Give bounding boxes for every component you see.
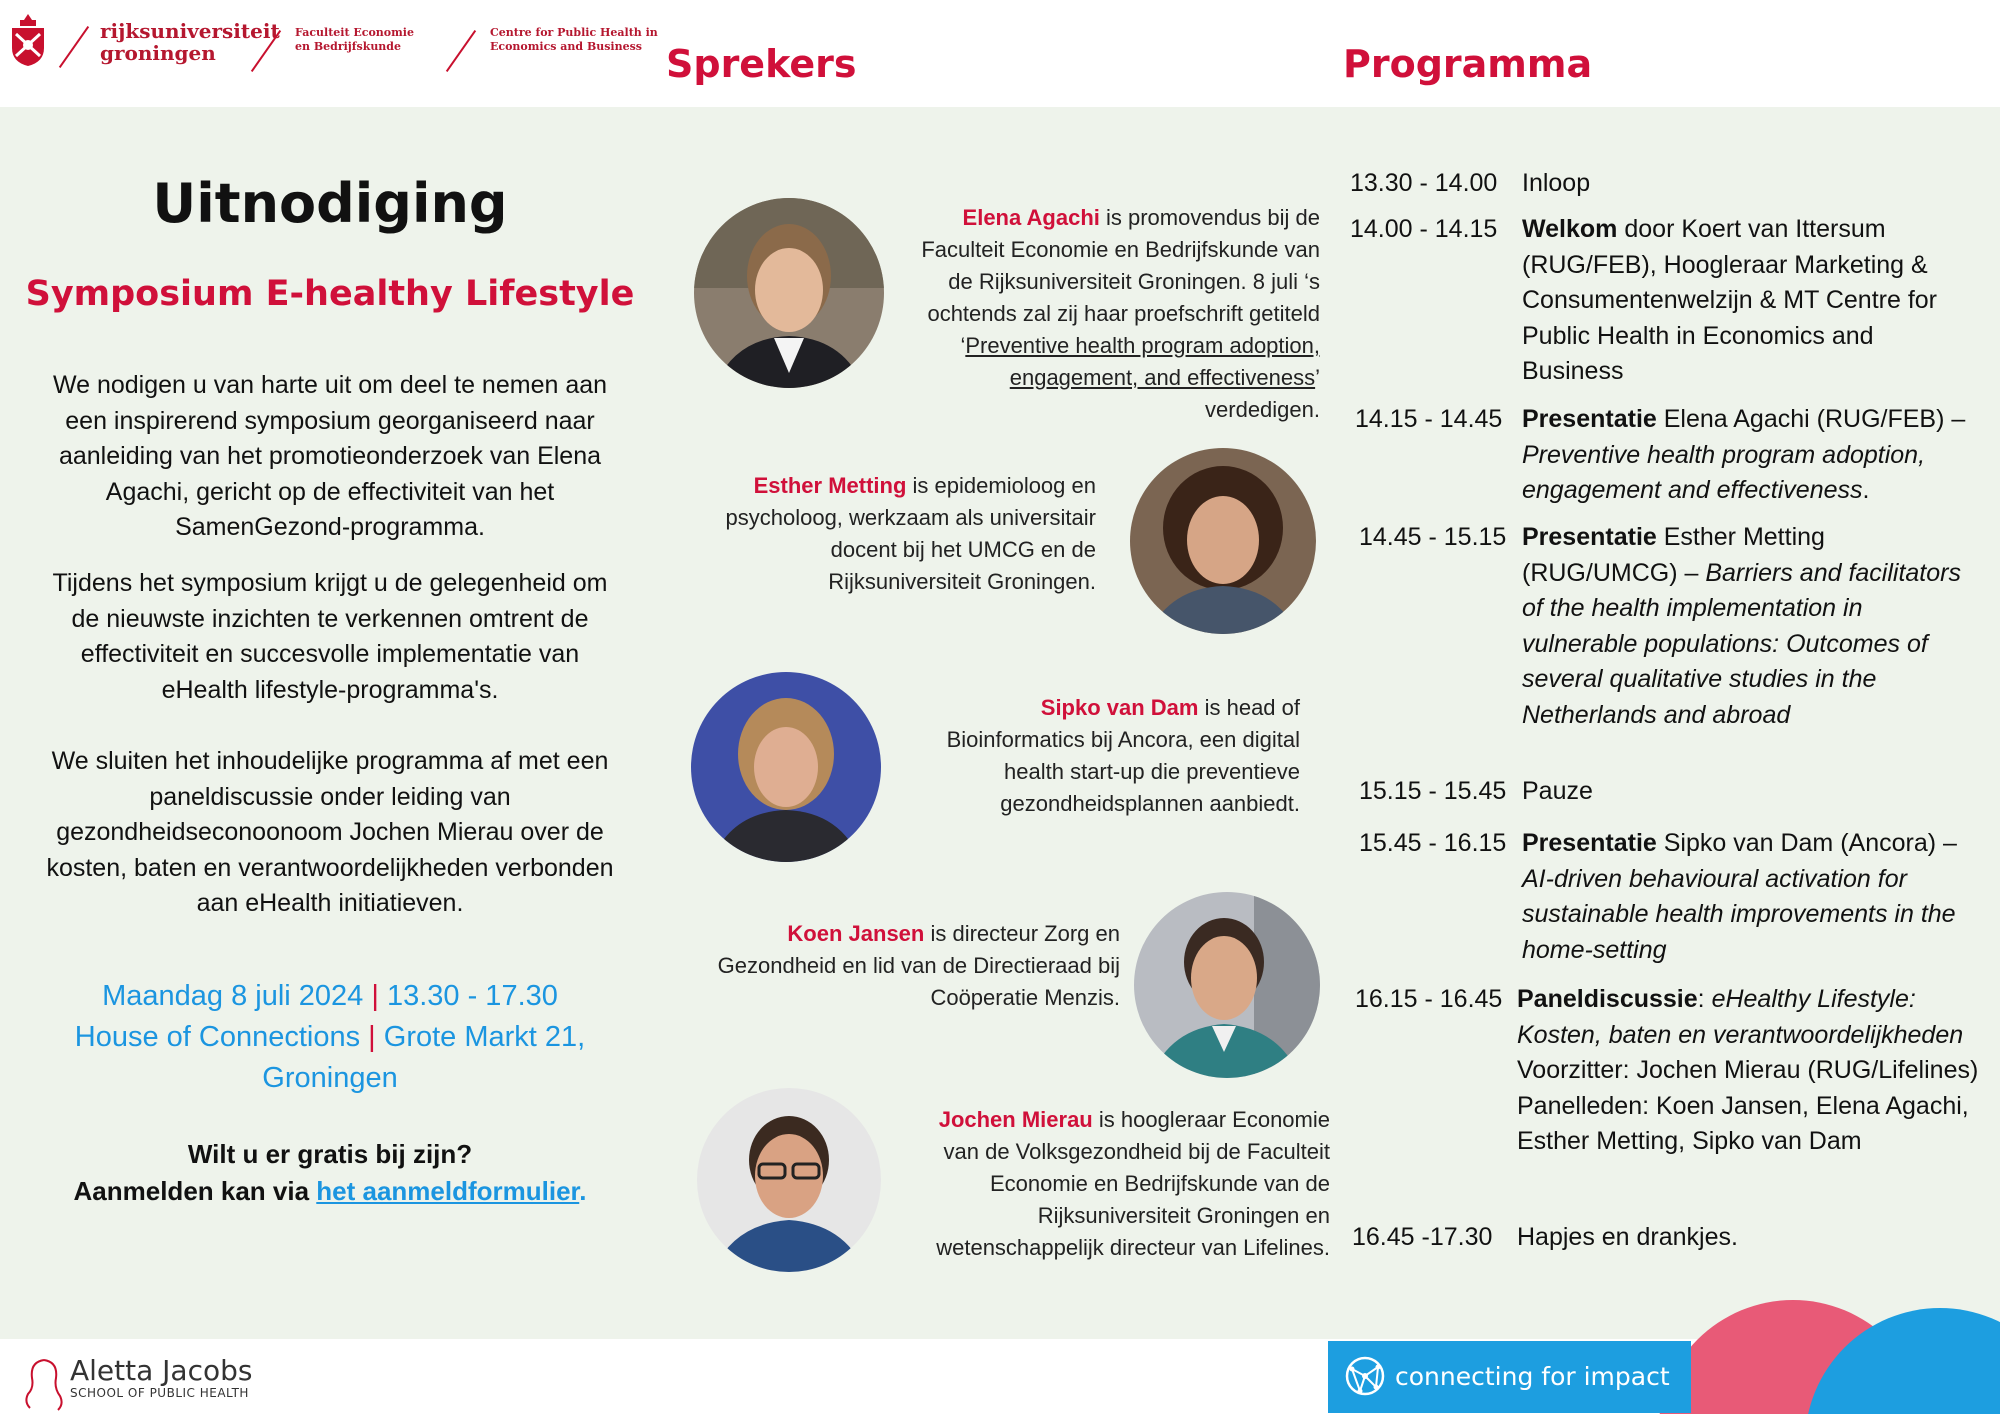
speaker-name: Koen Jansen xyxy=(787,921,925,946)
divider-slash xyxy=(446,30,476,72)
programme-description: Presentatie Sipko van Dam (Ancora) – AI-driven behavioural activation for sustainable health improvements in the home-setting xyxy=(1522,829,1957,964)
speaker-photo-elena-agachi xyxy=(694,198,884,388)
aletta-jacobs-name: Aletta Jacobs xyxy=(70,1354,253,1387)
dissertation-title: Preventive health program adoption, engagement, and effectiveness xyxy=(965,333,1320,390)
event-time: 13.30 - 17.30 xyxy=(386,980,558,1012)
programme-time: 15.45 - 16.15 xyxy=(1359,829,1507,857)
divider-slash xyxy=(59,26,89,68)
programme-description: Pauze xyxy=(1522,777,1593,805)
aletta-jacobs-logo-icon xyxy=(22,1356,66,1412)
intro-paragraph-3: We sluiten het inhoudelijke programma af met een paneldiscussie onder leiding van gezondheidseconoonoom Jochen Mierau over de kosten, baten en verantwoordelijkheden verbonden aan eHealth initiatieven. xyxy=(46,747,614,917)
speaker-bio-sipko-van-dam xyxy=(900,692,1300,820)
speaker-bio-koen-jansen xyxy=(680,918,1120,1014)
speaker-bio-text: is directeur Zorg en Gezondheid en lid van de Directieraad bij Coöperatie Menzis. xyxy=(717,921,1120,1010)
signup-question: Wilt u er gratis bij zijn? xyxy=(187,1139,473,1169)
connecting-for-impact-banner xyxy=(1328,1341,1691,1413)
programme-heading: Programma xyxy=(1343,42,1593,86)
signup-block xyxy=(30,1136,630,1210)
faculty-logo-text: Faculteit Economie en Bedrijfskunde xyxy=(295,26,414,53)
intro-paragraph-2: Tijdens het symposium krijgt u de gelegenheid om de nieuwste inzichten te verkennen omtrent de effectiviteit en succesvolle implementatie van eHealth lifestyle-programma's. xyxy=(52,569,608,704)
globe-network-icon xyxy=(1344,1355,1386,1397)
speaker-bio-text: is hoogleraar Economie van de Volksgezondheid bij de Faculteit Economie en Bedrijfskunde van de Rijksuniversiteit Groningen en wetenschappelijk directeur van Lifelines. xyxy=(936,1107,1330,1260)
speakers-heading: Sprekers xyxy=(666,42,857,86)
programme-description: Inloop xyxy=(1522,169,1591,197)
speaker-bio-text: is promovendus bij de Faculteit Economie en Bedrijfskunde van de Rijksuniversiteit Groningen. 8 juli ‘s ochtends zal zij haar proefschrift getiteld ‘ xyxy=(921,205,1320,358)
separator: | xyxy=(368,1021,376,1053)
event-details xyxy=(40,976,620,1099)
invitation-title: Uitnodiging xyxy=(152,172,508,235)
speaker-bio-text: ’ verdedigen. xyxy=(1205,365,1320,422)
programme-time: 14.45 - 15.15 xyxy=(1359,523,1507,551)
speaker-bio-elena-agachi xyxy=(900,202,1320,426)
portrait-image xyxy=(1130,448,1316,634)
speaker-bio-jochen-mierau xyxy=(900,1104,1330,1264)
programme-time: 15.15 - 15.45 xyxy=(1359,777,1507,805)
programme-description: Welkom door Koert van Ittersum (RUG/FEB), Hoogleraar Marketing & Consumentenwelzijn & MT Centre for Public Health in Economics and Business xyxy=(1522,215,1937,385)
speaker-bio-esther-metting xyxy=(680,470,1096,598)
speaker-photo-sipko-van-dam xyxy=(691,672,881,862)
signup-suffix: . xyxy=(579,1176,587,1206)
signup-prefix: Aanmelden kan via xyxy=(73,1176,317,1206)
programme-time: 16.45 -17.30 xyxy=(1352,1223,1493,1251)
aletta-jacobs-subtitle: SCHOOL OF PUBLIC HEALTH xyxy=(70,1386,249,1400)
speaker-name: Esther Metting xyxy=(753,473,907,498)
university-logo-text: rijksuniversiteit groningen xyxy=(100,19,280,65)
programme-description: Presentatie Elena Agachi (RUG/FEB) – Preventive health program adoption, engagement and effectiveness. xyxy=(1522,405,1966,504)
speaker-bio-text: is head of Bioinformatics bij Ancora, een digital health start-up die preventieve gezondheidsplannen aanbiedt. xyxy=(946,695,1300,816)
speaker-photo-esther-metting xyxy=(1130,448,1316,634)
speaker-name: Sipko van Dam xyxy=(1040,695,1199,720)
centre-logo-text: Centre for Public Health in Economics and Business xyxy=(490,26,658,53)
portrait-image xyxy=(694,198,884,388)
portrait-image xyxy=(1134,892,1320,1078)
event-date: Maandag 8 juli 2024 xyxy=(102,980,364,1012)
header xyxy=(0,0,2000,107)
speaker-name: Elena Agachi xyxy=(962,205,1100,230)
intro-paragraph-1: We nodigen u van harte uit om deel te nemen aan een inspirerend symposium georganiseerd naar aanleiding van het promotieonderzoek van Elena Agachi, gericht op de effectiviteit van het SamenGezond-programma. xyxy=(52,371,608,541)
speaker-photo-koen-jansen xyxy=(1134,892,1320,1078)
event-address: Grote Markt 21, xyxy=(383,1021,586,1053)
event-title: Symposium E-healthy Lifestyle xyxy=(25,274,635,314)
event-venue: House of Connections xyxy=(74,1021,361,1053)
portrait-image xyxy=(697,1088,881,1272)
university-seal-icon xyxy=(8,12,48,68)
programme-description: Hapjes en drankjes. xyxy=(1517,1223,1738,1251)
programme-description: Paneldiscussie: eHealthy Lifestyle: Kosten, baten en verantwoordelijkheden Voorzitter: Jochen Mierau (RUG/Lifelines) Panelleden: Koen Jansen, Elena Agachi, Esther Metting, Sipko van Dam xyxy=(1517,985,1979,1155)
programme-description: Presentatie Esther Metting (RUG/UMCG) – Barriers and facilitators of the health implementation in vulnerable populations: Outcomes of several qualitative studies in the Netherlands and abroad xyxy=(1522,523,1961,729)
connecting-for-impact-label: connecting for impact xyxy=(1395,1362,1670,1391)
programme-time: 13.30 - 14.00 xyxy=(1350,169,1498,197)
aletta-jacobs-logo xyxy=(70,1356,252,1400)
signup-form-link[interactable]: het aanmeldformulier xyxy=(316,1176,580,1206)
speaker-bio-text: is epidemioloog en psycholoog, werkzaam als universitair docent bij het UMCG en de Rijksuniversiteit Groningen. xyxy=(725,473,1096,594)
separator: | xyxy=(371,980,379,1012)
event-city: Groningen xyxy=(262,1062,398,1094)
speaker-photo-jochen-mierau xyxy=(697,1088,881,1272)
portrait-image xyxy=(691,672,881,862)
programme-time: 14.00 - 14.15 xyxy=(1350,215,1498,243)
programme-time: 14.15 - 14.45 xyxy=(1355,405,1503,433)
programme-time: 16.15 - 16.45 xyxy=(1355,985,1503,1013)
speaker-name: Jochen Mierau xyxy=(938,1107,1093,1132)
